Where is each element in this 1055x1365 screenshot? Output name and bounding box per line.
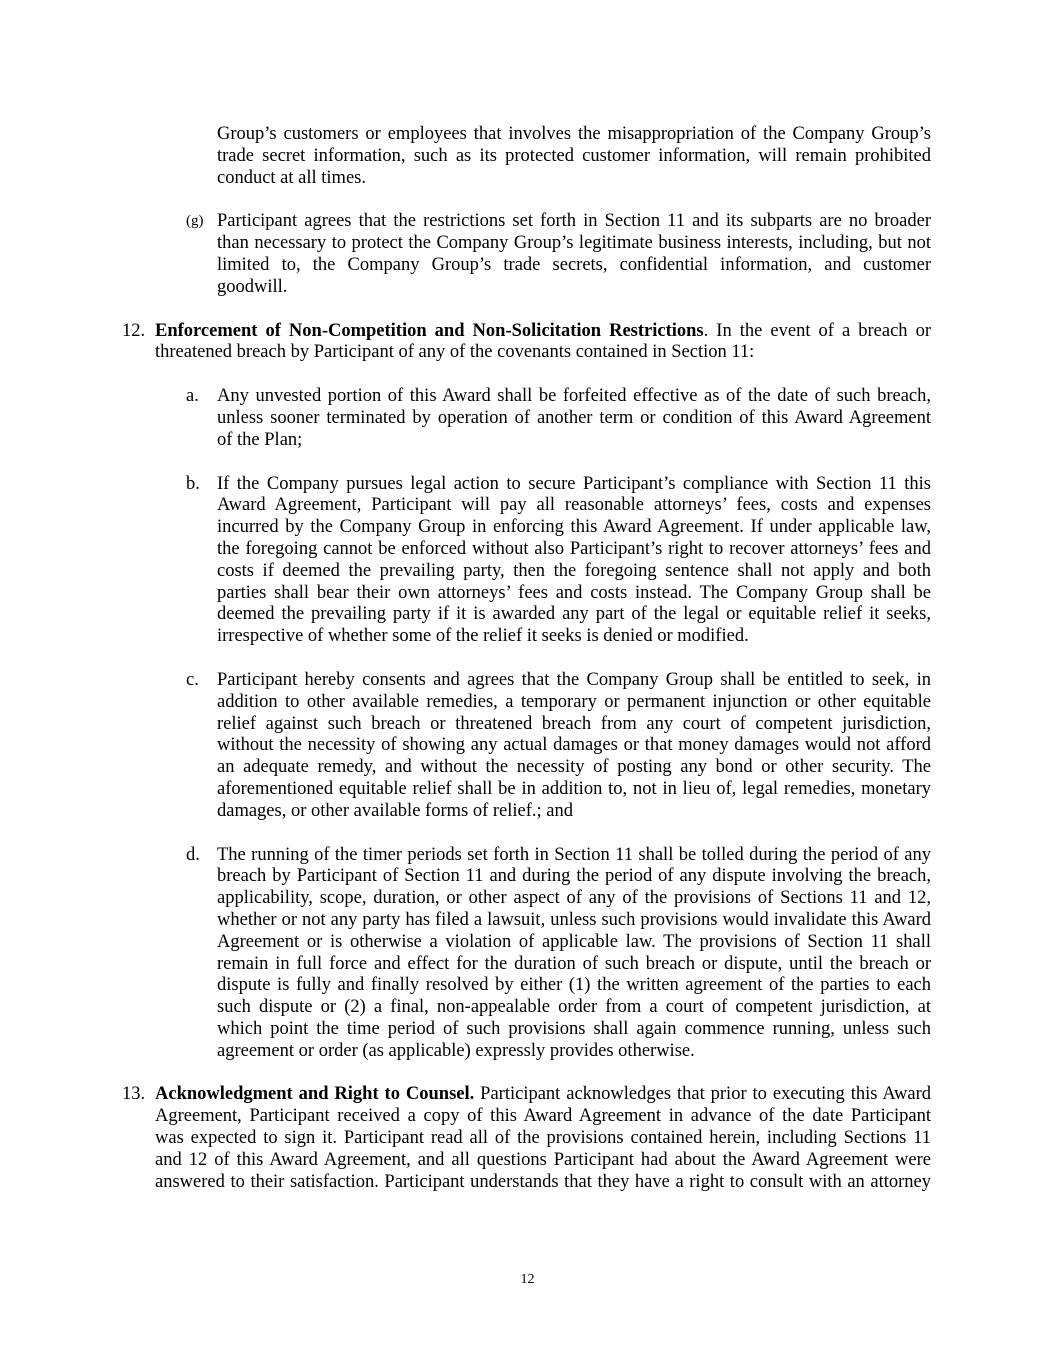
list-label: d. (186, 844, 200, 865)
subsection-d (186, 844, 931, 1063)
paragraph-continuation (217, 124, 931, 189)
paragraph-line: applicability, scope, duration, or other aspect of any of the provisions of Sections 11 and 12, (217, 888, 931, 909)
section-heading: Acknowledgment and Right to Counsel. (155, 1084, 475, 1105)
paragraph-line: remain in full force and effect for the duration of such breach or dispute, until the breach or (217, 953, 931, 974)
paragraph-line (155, 321, 931, 343)
paragraph-line: the foregoing cannot be enforced without also Participant’s right to recover attorneys’ fees and (217, 538, 931, 559)
subsection-b (186, 473, 931, 648)
paragraph-line: deemed the prevailing party if it is awarded any part of the legal or equitable relief it seeks, (217, 604, 931, 625)
paragraph-line: Participant hereby consents and agrees that the Company Group shall be entitled to seek, in (217, 669, 931, 690)
paragraph-line: irrespective of whether some of the relief it seeks is denied or modified. (217, 626, 749, 647)
list-label: a. (186, 386, 199, 407)
paragraph-line: and 12 of this Award Agreement, and all questions Participant had about the Award Agreement were (155, 1149, 931, 1170)
paragraph-line: trade secret information, such as its protected customer information, will remain prohibited (217, 145, 931, 166)
paragraph-line (155, 1084, 931, 1106)
section-number: 13. (122, 1084, 146, 1105)
paragraph-line: Agreement or is otherwise a violation of applicable law. The provisions of Section 11 shall (217, 931, 931, 952)
paragraph-line: The running of the timer periods set forth in Section 11 shall be tolled during the period of any (217, 844, 931, 865)
paragraph-line: dispute is fully and finally resolved by either (1) the written agreement of the parties to each (217, 975, 931, 996)
subsection-g (186, 211, 931, 298)
paragraph-line: which point the time period of such provisions shall again commence running, unless such (217, 1018, 931, 1039)
list-label: c. (186, 669, 199, 690)
paragraph-line: an adequate remedy, and without the necessity of posting any bond or other security. The (217, 757, 931, 778)
paragraph-line: costs if deemed the prevailing party, then the foregoing sentence shall not apply and both (217, 560, 931, 581)
paragraph-line: relief against such breach or threatened breach from any court of competent jurisdiction, (217, 713, 931, 734)
paragraph-line: goodwill. (217, 276, 288, 297)
paragraph-line: conduct at all times. (217, 167, 366, 188)
paragraph-line: than necessary to protect the Company Group’s legitimate business interests, including, but not (217, 233, 931, 254)
subsection-a (186, 386, 931, 451)
paragraph-line: Agreement, Participant received a copy of this Award Agreement in advance of the date Participant (155, 1106, 931, 1127)
paragraph-line: damages, or other available forms of relief.; and (217, 800, 573, 821)
page-number: 12 (520, 1272, 535, 1287)
paragraph-line: Award Agreement, Participant will pay all reasonable attorneys’ fees, costs and expenses (217, 495, 931, 516)
paragraph-line: breach by Participant of Section 11 and during the period of any dispute involving the breach, (217, 866, 931, 887)
paragraph-line: was expected to sign it. Participant read all of the provisions contained herein, including Sections 11 (155, 1128, 931, 1149)
paragraph-text: Participant acknowledges that prior to executing this Award (474, 1084, 931, 1105)
paragraph-line: answered to their satisfaction. Participant understands that they have a right to consult with an attorney (155, 1171, 931, 1192)
paragraph-line: limited to, the Company Group’s trade secrets, confidential information, and customer (217, 254, 931, 275)
paragraph-line: of the Plan; (217, 429, 303, 450)
paragraph-line: parties shall bear their own attorneys’ fees and costs instead. The Company Group shall be (217, 582, 931, 603)
paragraph-line: agreement or order (as applicable) expressly provides otherwise. (217, 1040, 695, 1061)
paragraph-line: such dispute or (2) a final, non-appealable order from a court of competent jurisdiction, at (217, 997, 931, 1018)
paragraph-line: unless sooner terminated by operation of another term or condition of this Award Agreement (217, 407, 931, 428)
paragraph-line: aforementioned equitable relief shall be in addition to, not in lieu of, legal remedies, monetary (217, 778, 931, 799)
paragraph-line: incurred by the Company Group in enforcing this Award Agreement. If under applicable law, (217, 517, 931, 538)
paragraph-line: Participant agrees that the restrictions set forth in Section 11 and its subparts are no broader (217, 211, 931, 232)
paragraph-line: whether or not any party has filed a lawsuit, unless such provisions would invalidate this Award (217, 909, 931, 930)
paragraph-line: Any unvested portion of this Award shall be forfeited effective as of the date of such breach, (217, 386, 931, 407)
paragraph-line: If the Company pursues legal action to secure Participant’s compliance with Section 11 this (217, 473, 931, 494)
list-label: b. (186, 473, 200, 494)
subsection-c (186, 669, 931, 823)
paragraph-line: addition to other available remedies, a temporary or permanent injunction or other equitable (217, 691, 931, 712)
paragraph-line: threatened breach by Participant of any of the covenants contained in Section 11: (155, 342, 755, 363)
section-heading: Enforcement of Non-Competition and Non-Solicitation Restrictions (155, 320, 704, 341)
section-number: 12. (122, 320, 146, 341)
paragraph-line: without the necessity of showing any actual damages or that money damages would not afford (217, 735, 931, 756)
section-12 (122, 320, 931, 365)
section-13 (122, 1084, 931, 1193)
paragraph-text: . In the event of a breach or (703, 320, 931, 341)
paragraph-line: Group’s customers or employees that involves the misappropriation of the Company Group’s (217, 124, 931, 144)
list-label: (g) (186, 213, 204, 230)
